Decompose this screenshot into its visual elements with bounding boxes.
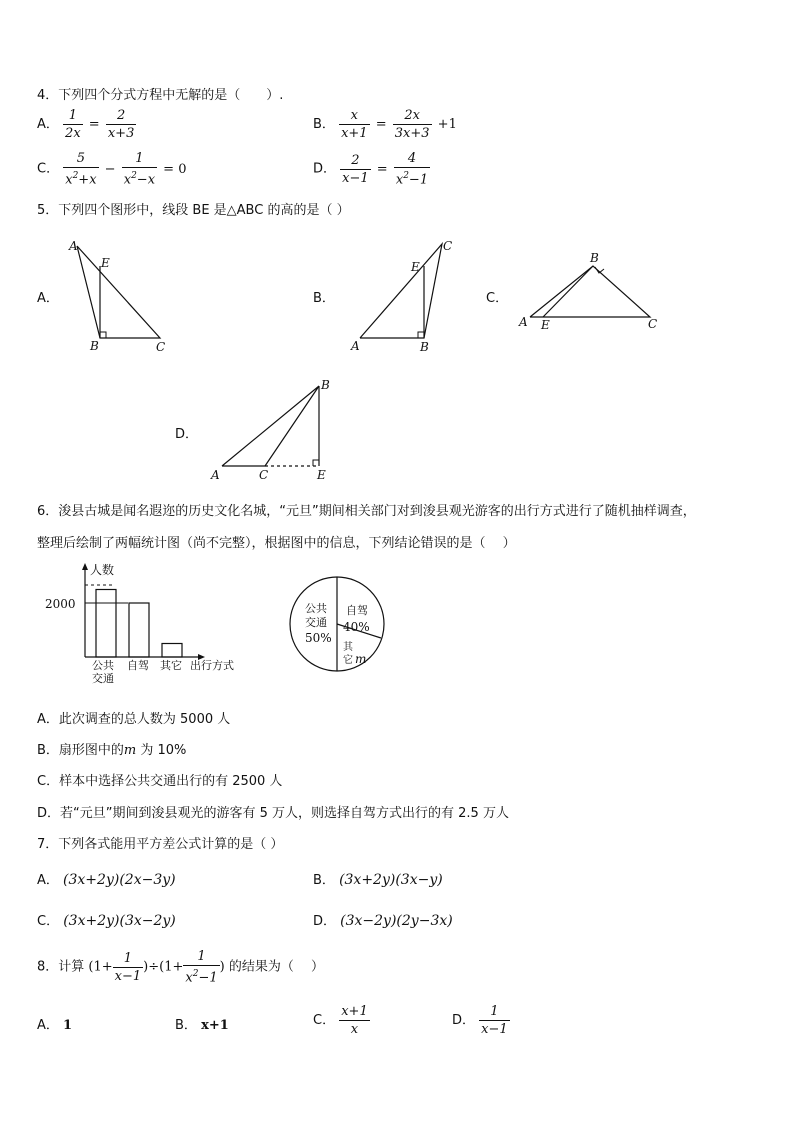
fraction: $\frac{1}{x-1}$ (481, 1004, 508, 1037)
pie-pct: m (355, 652, 367, 666)
fraction: $\frac{4}{x^2-1}$ (395, 151, 429, 188)
fraction: $\frac{1}{x-1}$ (114, 950, 142, 984)
fraction: $\frac{1}{x^2-1}$ (185, 949, 218, 986)
svg-text:B: B (590, 251, 599, 265)
q5-stem: 5．下列四个图形中，线段 BE 是△ABC 的高的是（ ） (37, 203, 350, 218)
plus-one: +1 (437, 117, 457, 132)
q7-option-a (37, 869, 176, 888)
equals-zero: = 0 (163, 161, 187, 177)
q7-stem: 7．下列各式能用平方差公式计算的是（ ） (37, 837, 284, 852)
svg-text:B: B (321, 378, 330, 392)
option-label: D． (313, 914, 337, 929)
q8-option-a (37, 1014, 72, 1033)
q4-option-b (313, 107, 459, 142)
option-label: A． (37, 1018, 59, 1033)
pie-label: 公共 (305, 602, 327, 615)
bar-3 (162, 644, 182, 658)
q4-option-c (37, 150, 188, 188)
svg-text:E: E (101, 256, 110, 270)
option-label: D． (452, 1013, 476, 1028)
equals-sign: = (376, 161, 388, 177)
svg-text:E: E (411, 260, 420, 274)
pie-chart (288, 574, 388, 674)
svg-text:A: A (519, 315, 528, 329)
svg-text:E: E (317, 468, 326, 482)
fraction: $\frac{1}{x^2-x}$ (123, 151, 156, 188)
q6-line2: 整理后绘制了两幅统计图（尚不完整），根据图中的信息，下列结论错误的是（ ） (37, 536, 516, 551)
y-axis-arrow (82, 563, 88, 570)
svg-text:B: B (90, 339, 99, 353)
pie-label: 自驾 (346, 604, 368, 617)
equals-sign: = (88, 117, 100, 132)
option-label: B． (313, 117, 335, 132)
stem-text: 8．计算 (37, 959, 85, 975)
x-axis-label: 出行方式 (190, 659, 234, 672)
category-label: 公共 (92, 659, 114, 672)
fraction: $\frac{2}{x-1}$ (342, 152, 369, 186)
q4-option-a (37, 107, 136, 142)
expression: (3x+2y)(3x−y) (339, 872, 443, 888)
q5-label-c: C． (486, 291, 509, 306)
q6-option-c: C．样本中选择公共交通出行的有 2500 人 (37, 774, 283, 789)
expression-part: ) (219, 959, 225, 975)
expression: (3x+2y)(3x−2y) (63, 913, 176, 929)
q6-option-b (37, 739, 186, 758)
bar-chart (40, 560, 255, 690)
answer-value: 1 (63, 1018, 73, 1033)
category-label: 其它 (160, 659, 182, 672)
q8-option-c (313, 1003, 370, 1038)
q5-label-d: D． (175, 427, 199, 442)
expression: (3x−2y)(2y−3x) (340, 913, 453, 929)
q5-label-b: B． (313, 291, 335, 306)
triangle-figure-d (205, 373, 340, 485)
bar-1 (96, 590, 116, 658)
option-text: B．扇形图中的 (37, 743, 124, 758)
fraction: $\frac{2x}{3x+3}$ (394, 108, 430, 141)
option-label: A． (37, 873, 59, 888)
pie-pct: 50% (305, 631, 332, 645)
answer-value: x+1 (201, 1018, 229, 1033)
option-label: C． (313, 1013, 336, 1028)
svg-text:C: C (156, 340, 166, 354)
q4-option-d (313, 150, 430, 188)
svg-text:C: C (648, 317, 658, 331)
fraction: $\frac{2}{x+3}$ (107, 108, 135, 141)
svg-text:C: C (443, 239, 453, 253)
q5-label-a: A． (37, 291, 59, 306)
fraction: $\frac{5}{x^2+x}$ (65, 151, 97, 188)
svg-text:A: A (351, 339, 360, 353)
equals-sign: = (375, 117, 387, 132)
fraction: $\frac{x+1}{x}$ (341, 1004, 368, 1037)
option-label: B． (175, 1018, 197, 1033)
q7-option-c (37, 910, 176, 929)
expression: (3x+2y)(2x−3y) (63, 872, 176, 888)
fraction: $\frac{x}{x+1}$ (341, 108, 368, 141)
pie-label: 交通 (305, 616, 327, 629)
q6-option-d: D．若“元旦”期间到浚县观光的游客有 5 万人，则选择自驾方式出行的有 2.5 万人 (37, 806, 509, 821)
category-label: 自驾 (127, 659, 149, 672)
q6-line1: 6．浚县古城是闻名遐迩的历史文化名城，“元旦”期间相关部门对到浚县观光游客的出行方式进行了随机抽样调查， (37, 504, 696, 519)
fraction: $\frac{1}{2x}$ (65, 108, 81, 141)
svg-text:A: A (69, 239, 78, 253)
pie-label: 其 (343, 642, 353, 653)
variable-m: m (123, 743, 137, 758)
option-label: C． (37, 161, 60, 177)
option-label: A． (37, 117, 59, 132)
q4-stem: 4．下列四个分式方程中无解的是（ ）. (37, 88, 284, 103)
y-tick-label: 2000 (45, 597, 76, 611)
svg-text:C: C (259, 468, 269, 482)
stem-text: 的结果为（ ） (228, 959, 324, 975)
option-label: D． (313, 161, 337, 177)
q7-option-b (313, 869, 443, 888)
svg-text:E: E (541, 318, 550, 332)
q8-option-d (452, 1003, 510, 1038)
category-label: 交通 (92, 672, 114, 685)
pie-label: 它 (343, 655, 353, 666)
option-label: B． (313, 873, 335, 888)
minus-sign: − (104, 161, 116, 177)
option-label: C． (37, 914, 60, 929)
pie-pct: 40% (343, 620, 370, 634)
bar-2 (129, 603, 149, 657)
triangle-figure-a (60, 234, 175, 356)
expression-part: (1+ (88, 959, 113, 975)
q7-option-d (313, 910, 453, 929)
svg-text:B: B (420, 340, 429, 354)
triangle-figure-b (340, 234, 465, 356)
q6-option-a: A．此次调查的总人数为 5000 人 (37, 712, 231, 727)
q8-stem (37, 948, 324, 986)
svg-text:A: A (211, 468, 220, 482)
option-text: 为 10% (136, 743, 187, 758)
triangle-figure-c (515, 247, 665, 335)
q8-option-b (175, 1014, 229, 1033)
expression-part: )÷(1+ (143, 959, 184, 975)
y-axis-label: 人数 (90, 563, 115, 577)
